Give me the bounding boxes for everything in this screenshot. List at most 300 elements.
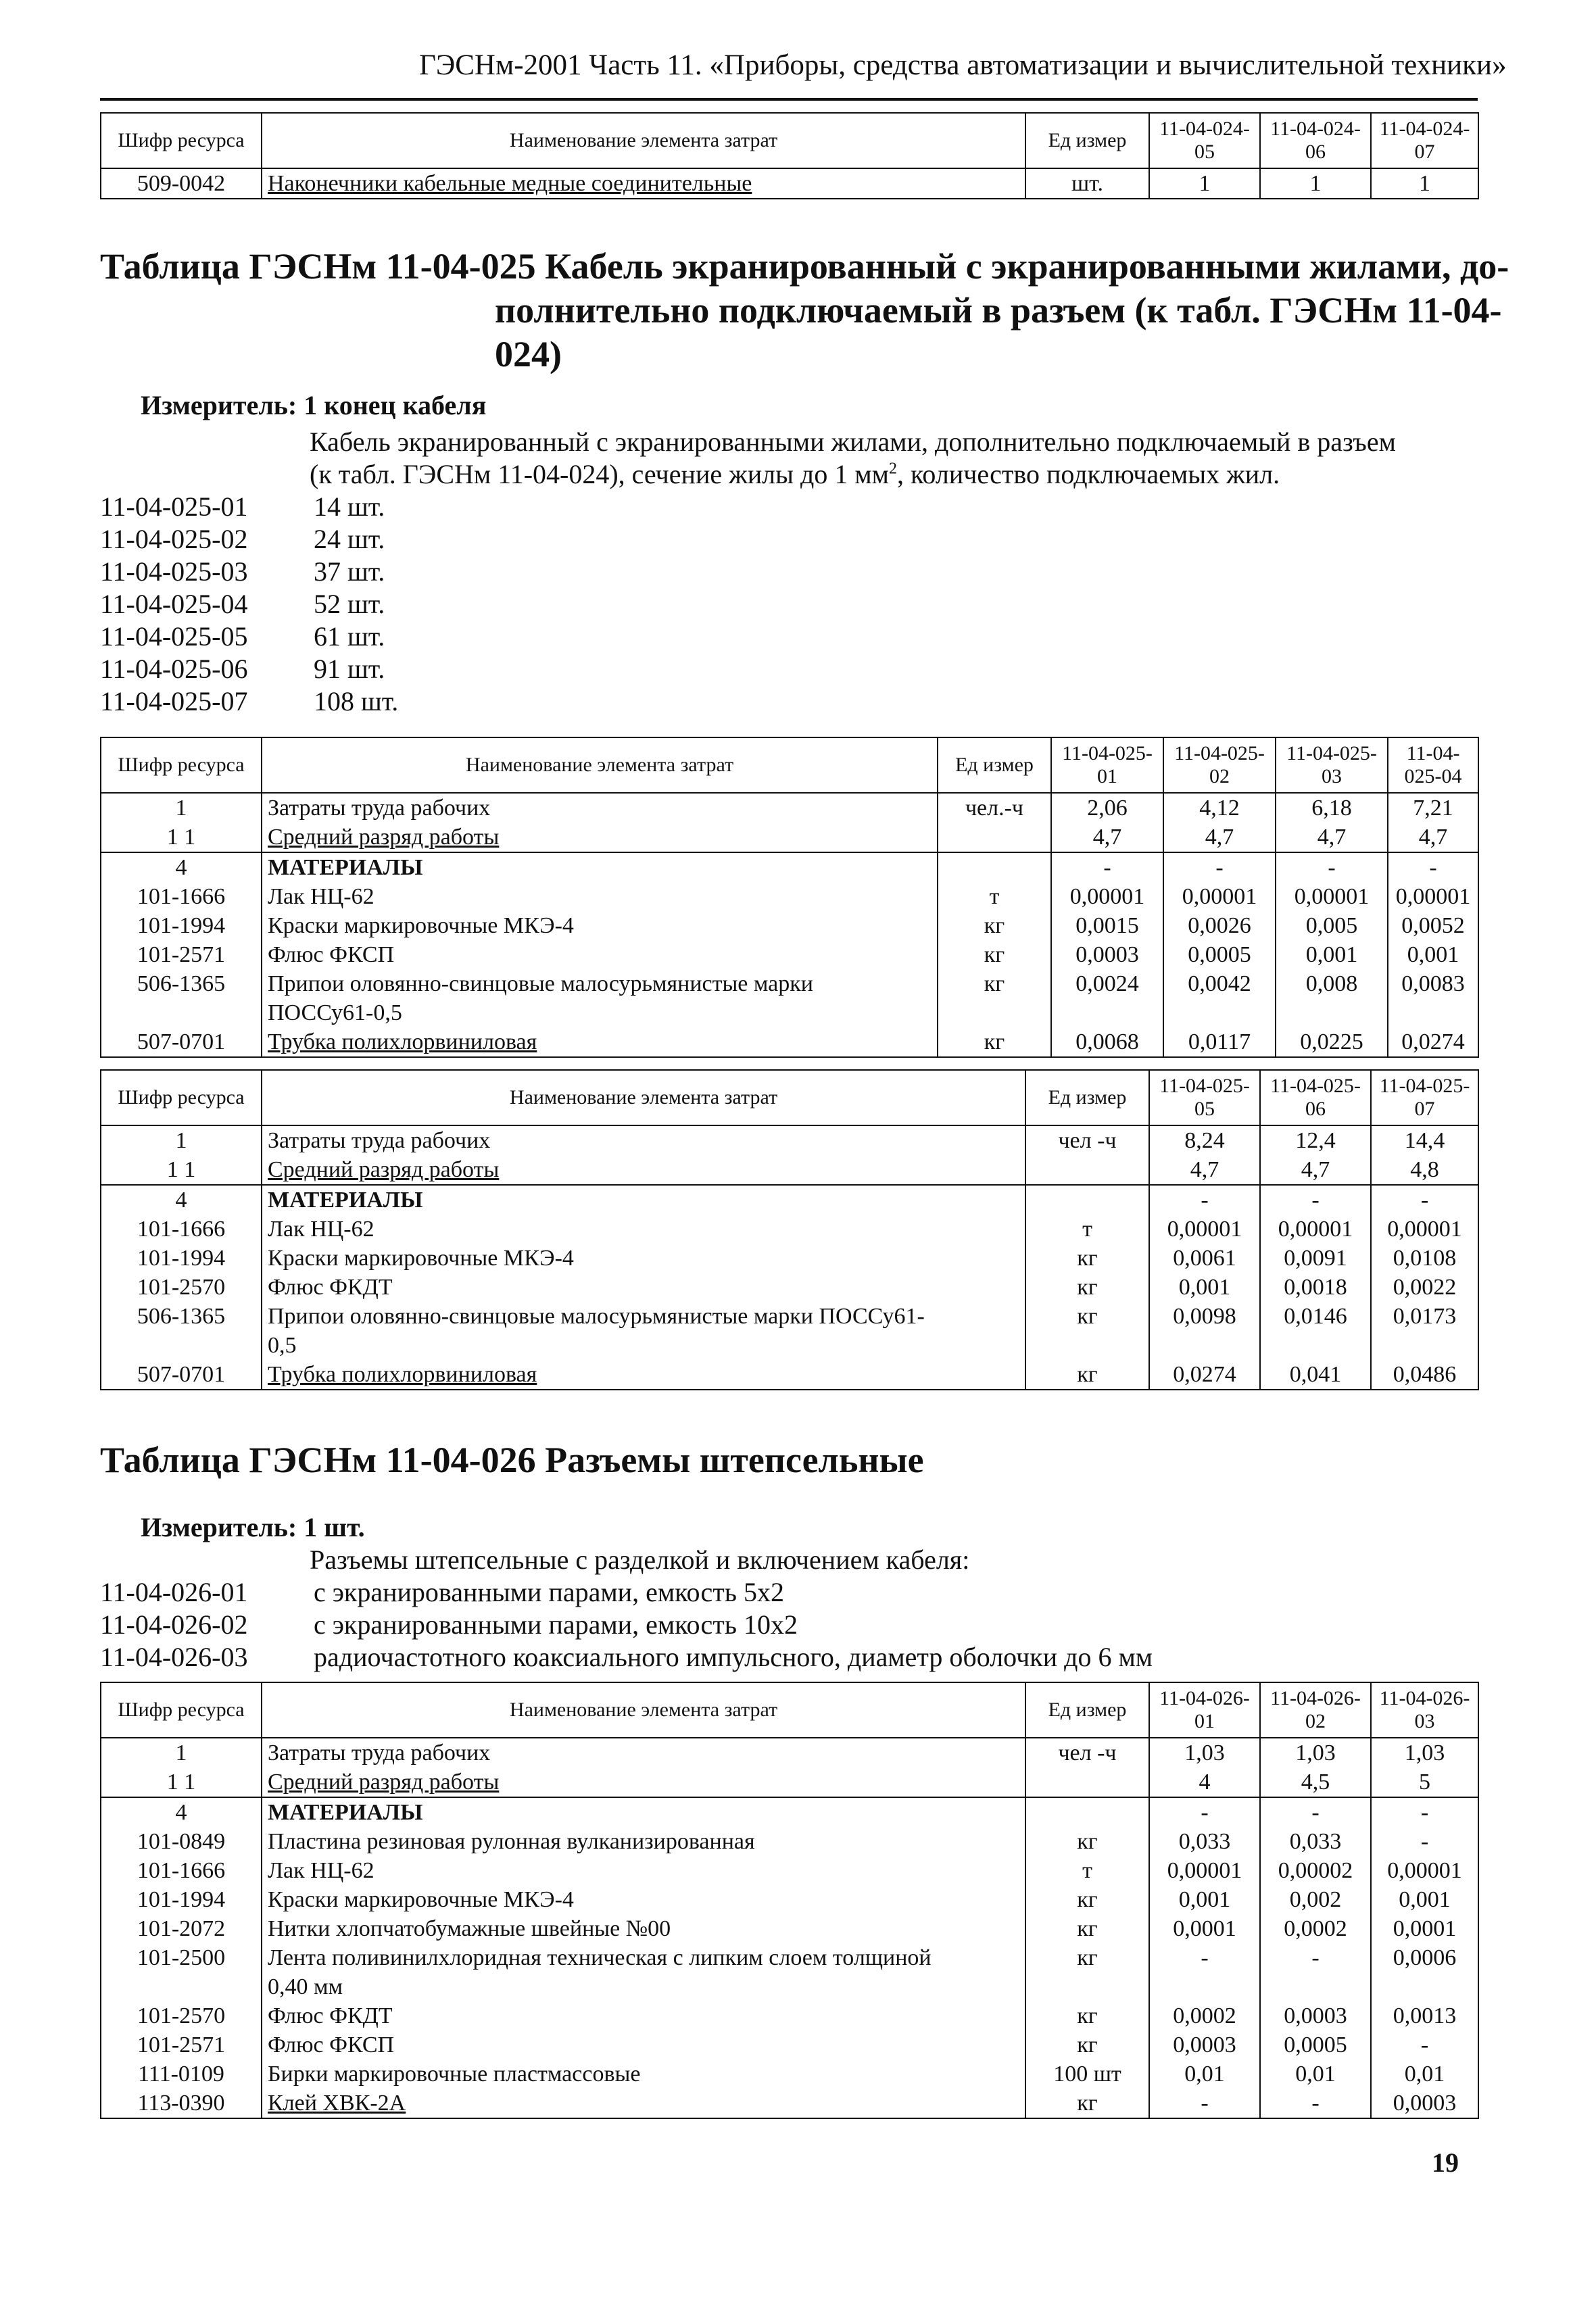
unit: кг [1025,1914,1149,1943]
list-item [100,1641,1153,1674]
cost-element-name: 0,5 [262,1331,1025,1360]
list-item [100,1609,1153,1641]
unit: кг [938,969,1051,998]
unit [1025,1768,1149,1797]
norm-value [1260,1331,1371,1360]
norm-value [1051,998,1163,1027]
item-code: 11-04-026-02 [100,1609,248,1640]
resource-code: 101-2571 [101,2030,262,2060]
norm-value [1260,1972,1371,2001]
norm-value: 0,0146 [1260,1302,1371,1331]
item-text: 37 шт. [314,556,385,587]
norm-value: 0,0108 [1371,1244,1478,1273]
resource-code: 101-1994 [101,911,262,940]
norm-value: 1 [1371,168,1478,199]
norm-value: 0,002 [1260,1885,1371,1914]
table-row [101,1914,1478,1943]
header-norm-code: 11-04-025-02 [1163,737,1276,793]
table-11-04-025-part1 [100,737,1479,1058]
norm-value: 0,00001 [1260,1215,1371,1244]
unit: кг [1025,2001,1149,2030]
norm-value: 0,0002 [1149,2001,1260,2030]
header-norm-code: 11-04-026-02 [1260,1682,1371,1738]
norm-value: 0,0486 [1371,1360,1478,1390]
resource-code: 506-1365 [101,1302,262,1331]
norm-value [1276,998,1388,1027]
unit [938,852,1051,882]
running-header: ГЭСНм-2001 Часть 11. «Приборы, средства автоматизации и вычислительной техники» [419,49,1507,81]
item-code: 11-04-025-02 [100,524,248,554]
header-norm-code: 11-04-024-05 [1149,113,1260,168]
item-text: с экранированными парами, емкость 10х2 [314,1609,798,1640]
unit: кг [1025,1885,1149,1914]
unit: т [1025,1215,1149,1244]
resource-code: 507-0701 [101,1360,262,1390]
norm-value: - [1260,1185,1371,1215]
table-row [101,1125,1478,1155]
norm-value: - [1163,852,1276,882]
item-code: 11-04-025-06 [100,654,248,684]
resource-code: 101-1666 [101,1215,262,1244]
norm-value: 1 [1260,168,1371,199]
item-text: 91 шт. [314,654,385,684]
cost-element-name: МАТЕРИАЛЫ [262,1185,1025,1215]
cost-element-name: Краски маркировочные МКЭ-4 [262,1244,1025,1273]
table-11-04-025-part2 [100,1069,1479,1390]
header-name: Наименование элемента затрат [262,1070,1025,1125]
norm-value: - [1371,2030,1478,2060]
table-row [101,1331,1478,1360]
section-026-items [100,1576,1153,1674]
unit: кг [1025,1273,1149,1302]
cost-element-name: Лента поливинилхлоридная техническая с липким слоем толщиной [262,1943,1025,1972]
norm-value: - [1260,1943,1371,1972]
section-025-title-line3: 024) [495,334,562,374]
header-code: Шифр ресурса [101,1682,262,1738]
unit: кг [1025,2089,1149,2118]
norm-value: - [1276,852,1388,882]
table-row [101,1943,1478,1972]
table-row [101,2001,1478,2030]
cost-element-name: Лак НЦ-62 [262,1856,1025,1885]
unit: кг [938,940,1051,969]
norm-value: 0,0052 [1388,911,1478,940]
cost-element-name: Бирки маркировочные пластмассовые [262,2060,1025,2089]
unit: т [1025,1856,1149,1885]
cost-element-name: Затраты труда рабочих [262,1738,1025,1768]
list-item [100,588,398,620]
norm-value: 8,24 [1149,1125,1260,1155]
unit: кг [1025,1827,1149,1856]
header-norm-code: 11-04-025-04 [1388,737,1478,793]
cost-element-name: ПОССу61-0,5 [262,998,938,1027]
norm-value: 1,03 [1260,1738,1371,1768]
norm-value: 0,0013 [1371,2001,1478,2030]
resource-code: 101-2500 [101,1943,262,1972]
header-unit: Ед измер [1025,1070,1149,1125]
norm-value: 0,0225 [1276,1027,1388,1057]
unit [938,823,1051,852]
cost-element-name: МАТЕРИАЛЫ [262,1797,1025,1827]
section-025-items [100,491,398,718]
unit: кг [938,911,1051,940]
table-row [101,852,1478,882]
norm-value: 0,00001 [1371,1856,1478,1885]
resource-code: 507-0701 [101,1027,262,1057]
header-norm-code: 11-04-024-06 [1260,113,1371,168]
section-026-title: Таблица ГЭСНм 11-04-026 Разъемы штепсельные [100,1440,924,1480]
header-norm-code: 11-04-025-07 [1371,1070,1478,1125]
resource-code: 101-1666 [101,1856,262,1885]
cost-element-name: Краски маркировочные МКЭ-4 [262,1885,1025,1914]
cost-element-name: 0,40 мм [262,1972,1025,2001]
cost-element-name: Средний разряд работы [262,1155,1025,1185]
resource-code: 101-2571 [101,940,262,969]
norm-value: 6,18 [1276,793,1388,823]
cost-element-name: Флюс ФКСП [262,2030,1025,2060]
norm-value: 0,0003 [1371,2089,1478,2118]
table-row [101,1738,1478,1768]
norm-value: - [1371,1185,1478,1215]
item-code: 11-04-025-03 [100,556,248,587]
norm-value: 0,0083 [1388,969,1478,998]
resource-code: 1 1 [101,1768,262,1797]
norm-value [1149,1331,1260,1360]
resource-code [101,998,262,1027]
norm-value: 0,00001 [1149,1856,1260,1885]
page-number: 19 [1432,2147,1459,2178]
header-norm-code: 11-04-025-03 [1276,737,1388,793]
norm-value: 0,01 [1260,2060,1371,2089]
header-unit: Ед измер [938,737,1051,793]
item-text: 52 шт. [314,589,385,619]
norm-value: 0,0001 [1149,1914,1260,1943]
unit: т [938,882,1051,911]
section-025-title-line1: Таблица ГЭСНм 11-04-025 Кабель экранированный с экранированными жилами, до- [100,246,1509,287]
norm-value: 0,0026 [1163,911,1276,940]
norm-value: 5 [1371,1768,1478,1797]
cost-element-name: Затраты труда рабочих [262,793,938,823]
section-026-description: Разъемы штепсельные с разделкой и включением кабеля: [310,1544,970,1575]
resource-code: 101-2570 [101,2001,262,2030]
cost-element-name: Лак НЦ-62 [262,882,938,911]
norm-value: - [1260,2089,1371,2118]
norm-value: - [1149,2089,1260,2118]
cost-element-name: МАТЕРИАЛЫ [262,852,938,882]
resource-code: 1 [101,1738,262,1768]
section-025-description-line2: (к табл. ГЭСНм 11-04-024), сечение жилы до 1 $мм^2$, количество подключаемых жил. [310,459,1280,489]
unit [1025,1155,1149,1185]
resource-code: 1 1 [101,1155,262,1185]
norm-value: 0,0024 [1051,969,1163,998]
section-025-description-line1: Кабель экранированный с экранированными жилами, дополнительно подключаемый в разъем [310,427,1396,457]
norm-value: - [1149,1797,1260,1827]
norm-value: 1,03 [1371,1738,1478,1768]
header-unit: Ед измер [1025,113,1149,168]
resource-code: 4 [101,1185,262,1215]
norm-value: 0,0018 [1260,1273,1371,1302]
norm-value: 0,00002 [1260,1856,1371,1885]
norm-value: 0,01 [1371,2060,1478,2089]
table-row [101,969,1478,998]
norm-value: 0,00001 [1388,882,1478,911]
table-row [101,1244,1478,1273]
resource-code: 1 [101,793,262,823]
unit [1025,1972,1149,2001]
table-row [101,823,1478,852]
resource-code [101,1331,262,1360]
norm-value: 0,0003 [1149,2030,1260,2060]
norm-value: 0,0117 [1163,1027,1276,1057]
cost-element-name: Затраты труда рабочих [262,1125,1025,1155]
resource-code: 4 [101,1797,262,1827]
item-text: 24 шт. [314,524,385,554]
resource-code: 1 [101,1125,262,1155]
resource-code: 113-0390 [101,2089,262,2118]
unit: 100 шт [1025,2060,1149,2089]
section-025-meter: Измеритель: 1 конец кабеля [141,390,487,420]
resource-code: 101-1994 [101,1885,262,1914]
header-code: Шифр ресурса [101,113,262,168]
table-row [101,1827,1478,1856]
list-item [100,1576,1153,1609]
table-row [101,1185,1478,1215]
norm-value: 0,00001 [1149,1215,1260,1244]
norm-value: - [1051,852,1163,882]
norm-value: 0,008 [1276,969,1388,998]
norm-value: 0,001 [1388,940,1478,969]
norm-value: 0,001 [1276,940,1388,969]
norm-value: 0,0006 [1371,1943,1478,1972]
norm-value: 4,12 [1163,793,1276,823]
norm-value: 14,4 [1371,1125,1478,1155]
norm-value: 0,0015 [1051,911,1163,940]
table-row [101,1273,1478,1302]
header-norm-code: 11-04-025-06 [1260,1070,1371,1125]
unit: чел -ч [1025,1125,1149,1155]
table-row [101,2030,1478,2060]
table-row [101,940,1478,969]
header-norm-code: 11-04-025-05 [1149,1070,1260,1125]
unit: чел -ч [1025,1738,1149,1768]
header-rule [100,98,1478,101]
norm-value [1163,998,1276,1027]
cost-element-name: Флюс ФКСП [262,940,938,969]
cost-element-name: Краски маркировочные МКЭ-4 [262,911,938,940]
norm-value: 0,0002 [1260,1914,1371,1943]
table-row [101,1797,1478,1827]
norm-value: 0,0274 [1388,1027,1478,1057]
norm-value: 1 [1149,168,1260,199]
norm-value: 4,7 [1276,823,1388,852]
table-row [101,1885,1478,1914]
norm-value: - [1149,1943,1260,1972]
item-text: 61 шт. [314,621,385,652]
unit [1025,1331,1149,1360]
table-row [101,1856,1478,1885]
table-row [101,1360,1478,1390]
cost-element-name: Флюс ФКДТ [262,2001,1025,2030]
list-item [100,685,398,718]
table-row [101,793,1478,823]
norm-value: 0,0003 [1260,2001,1371,2030]
list-item [100,556,398,588]
unit [1025,1185,1149,1215]
resource-code: 101-2570 [101,1273,262,1302]
item-code: 11-04-025-01 [100,491,248,522]
norm-value: 0,041 [1260,1360,1371,1390]
table-row [101,1027,1478,1057]
item-code: 11-04-025-07 [100,686,248,716]
norm-value: 0,0005 [1163,940,1276,969]
item-code: 11-04-025-04 [100,589,248,619]
resource-code: 509-0042 [101,168,262,199]
norm-value: 0,033 [1149,1827,1260,1856]
norm-value: - [1388,852,1478,882]
table-row [101,882,1478,911]
norm-value: - [1149,1185,1260,1215]
list-item [100,620,398,653]
list-item [100,491,398,523]
norm-value: 0,01 [1149,2060,1260,2089]
norm-value: 4,5 [1260,1768,1371,1797]
header-name: Наименование элемента затрат [262,737,938,793]
header-code: Шифр ресурса [101,737,262,793]
norm-value: 0,0068 [1051,1027,1163,1057]
unit: кг [1025,1943,1149,1972]
table-row [101,1768,1478,1797]
norm-value: 0,001 [1149,1885,1260,1914]
unit [938,998,1051,1027]
norm-value: 0,0091 [1260,1244,1371,1273]
table-row [101,998,1478,1027]
item-text: радиочастотного коаксиального импульсного, диаметр оболочки до 6 мм [314,1642,1153,1672]
header-name: Наименование элемента затрат [262,1682,1025,1738]
item-code: 11-04-026-03 [100,1642,248,1672]
resource-code: 506-1365 [101,969,262,998]
norm-value: 4,7 [1163,823,1276,852]
header-code: Шифр ресурса [101,1070,262,1125]
list-item [100,523,398,556]
resource-code: 4 [101,852,262,882]
header-norm-code: 11-04-026-03 [1371,1682,1478,1738]
table-row [101,2089,1478,2118]
norm-value: - [1371,1827,1478,1856]
norm-value: 0,0001 [1371,1914,1478,1943]
norm-value: 4,7 [1388,823,1478,852]
norm-value: 0,0022 [1371,1273,1478,1302]
table-11-04-026 [100,1682,1479,2119]
norm-value [1371,1972,1478,2001]
resource-code: 101-2072 [101,1914,262,1943]
cost-element-name: Припои оловянно-свинцовые малосурьмянистые марки [262,969,938,998]
table-row [101,911,1478,940]
resource-code: 1 1 [101,823,262,852]
table-row [101,1972,1478,2001]
unit: кг [1025,1244,1149,1273]
norm-value: 0,0098 [1149,1302,1260,1331]
cost-element-name: Наконечники кабельные медные соединительные [262,168,1025,199]
norm-value: 7,21 [1388,793,1478,823]
table-row [101,168,1478,199]
norm-value: 0,033 [1260,1827,1371,1856]
unit: шт. [1025,168,1149,199]
unit: кг [938,1027,1051,1057]
norm-value: 4 [1149,1768,1260,1797]
norm-value: - [1260,1797,1371,1827]
cost-element-name: Флюс ФКДТ [262,1273,1025,1302]
table-row [101,2060,1478,2089]
header-norm-code: 11-04-025-01 [1051,737,1163,793]
table-11-04-024-continuation [100,112,1479,199]
item-text: с экранированными парами, емкость 5х2 [314,1577,785,1607]
norm-value: 0,0003 [1051,940,1163,969]
header-name: Наименование элемента затрат [262,113,1025,168]
item-text: 14 шт. [314,491,385,522]
norm-value: 4,7 [1260,1155,1371,1185]
section-026-meter: Измеритель: 1 шт. [141,1512,365,1542]
norm-value: 0,0005 [1260,2030,1371,2060]
resource-code: 101-0849 [101,1827,262,1856]
unit: кг [1025,1360,1149,1390]
item-code: 11-04-025-05 [100,621,248,652]
table-row [101,1215,1478,1244]
table-row [101,1302,1478,1331]
norm-value: - [1371,1797,1478,1827]
norm-value: 0,00001 [1051,882,1163,911]
norm-value: 4,7 [1149,1155,1260,1185]
cost-element-name: Припои оловянно-свинцовые малосурьмянистые марки ПОССу61- [262,1302,1025,1331]
norm-value: 12,4 [1260,1125,1371,1155]
unit [1025,1797,1149,1827]
norm-value: 4,8 [1371,1155,1478,1185]
table-row [101,1155,1478,1185]
norm-value: 0,00001 [1163,882,1276,911]
unit: кг [1025,2030,1149,2060]
resource-code: 101-1994 [101,1244,262,1273]
cost-element-name: Лак НЦ-62 [262,1215,1025,1244]
item-code: 11-04-026-01 [100,1577,248,1607]
norm-value: 0,001 [1149,1273,1260,1302]
norm-value: 0,0061 [1149,1244,1260,1273]
norm-value: 2,06 [1051,793,1163,823]
list-item [100,653,398,685]
norm-value: 0,005 [1276,911,1388,940]
resource-code [101,1972,262,2001]
header-norm-code: 11-04-024-07 [1371,113,1478,168]
norm-value [1388,998,1478,1027]
unit: кг [1025,1302,1149,1331]
norm-value: 4,7 [1051,823,1163,852]
item-text: 108 шт. [314,686,399,716]
cost-element-name: Средний разряд работы [262,823,938,852]
norm-value [1149,1972,1260,2001]
cost-element-name: Трубка полихлорвиниловая [262,1360,1025,1390]
resource-code: 111-0109 [101,2060,262,2089]
cost-element-name: Пластина резиновая рулонная вулканизированная [262,1827,1025,1856]
norm-value: 0,0173 [1371,1302,1478,1331]
cost-element-name: Трубка полихлорвиниловая [262,1027,938,1057]
cost-element-name: Средний разряд работы [262,1768,1025,1797]
norm-value: 1,03 [1149,1738,1260,1768]
cost-element-name: Нитки хлопчатобумажные швейные №00 [262,1914,1025,1943]
resource-code: 101-1666 [101,882,262,911]
header-unit: Ед измер [1025,1682,1149,1738]
norm-value: 0,001 [1371,1885,1478,1914]
section-025-title-line2: полнительно подключаемый в разъем (к табл. ГЭСНм 11-04- [495,290,1502,331]
unit: чел.-ч [938,793,1051,823]
norm-value: 0,0274 [1149,1360,1260,1390]
